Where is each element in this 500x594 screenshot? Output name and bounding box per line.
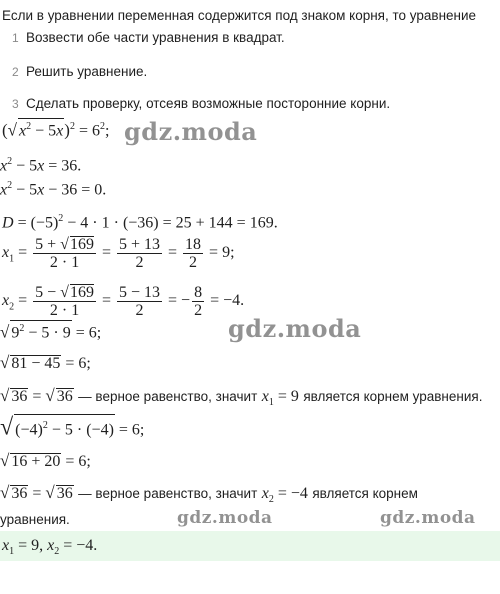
check-x1-line1: √ $9^2 - 5 \cdot 9 = 6$;	[0, 320, 101, 342]
check-x2-result: √ 36 = √ 36 — верное равенство, значит $x_2 = -4$ является корнем	[0, 483, 418, 506]
check-x2-tail: является корнем	[312, 486, 418, 501]
step-1	[12, 30, 285, 46]
check-x2-line1: √ $(-4)^2 - 5 \cdot (-4) = 6$;	[0, 414, 145, 441]
discriminant: $D = (-5)^2 - 4 \cdot 1 \cdot (-36) = 25 + 144 = 169$.	[2, 213, 278, 232]
watermark: gdz.moda	[124, 117, 258, 146]
watermark: gdz.moda	[177, 508, 273, 528]
step-text: Возвести обе части уравнения в квадрат.	[26, 30, 285, 45]
check-x1-text: — верное равенство, значит	[78, 389, 258, 404]
root-x1: $x_1$ = $\frac{5 + √169}{2 \cdot 1}$ = $\frac{5 + 13}{2}$ = $\frac{18}{2}$ = 9;	[2, 236, 235, 271]
step-number: 2	[12, 65, 19, 79]
watermark: gdz.moda	[228, 314, 362, 343]
step-number: 3	[12, 97, 19, 111]
step-2	[12, 64, 147, 80]
check-x2-text: — верное равенство, значит	[78, 486, 258, 501]
watermark: gdz.moda	[380, 508, 476, 528]
answer: $x_1 = 9$, $x_2 = -4$.	[2, 537, 98, 558]
equation-expanded: $x^2 - 5x = 36$.	[0, 156, 82, 175]
check-x2-tail2: уравнения.	[0, 512, 70, 527]
check-x1-tail: является корнем уравнения.	[303, 389, 483, 404]
check-x1-result: √ 36 = √ 36 — верное равенство, значит $x_1 = 9$ является корнем уравнения.	[0, 386, 483, 409]
step-text: Решить уравнение.	[26, 64, 148, 79]
intro-text: Если в уравнении переменная содержится под знаком корня, то уравнение	[2, 8, 477, 23]
step-3	[12, 96, 390, 112]
step-text: Сделать проверку, отсеяв возможные посторонние корни.	[26, 96, 391, 111]
root-x2: $x_2$ = $\frac{5 - √169}{2 \cdot 1}$ = $\frac{5 - 13}{2}$ = − $\frac{8}{2}$ = −4.	[2, 284, 245, 319]
check-x2-line2: √ 16 + 20 = 6;	[0, 451, 91, 470]
equation-quadratic: $x^2 - 5x - 36 = 0$.	[0, 180, 107, 199]
equation-square: (√ $x^2 - 5x)^2 = 6^2$;	[2, 118, 109, 140]
step-number: 1	[12, 31, 19, 45]
check-x1-line2: √ 81 − 45 = 6;	[0, 353, 91, 372]
